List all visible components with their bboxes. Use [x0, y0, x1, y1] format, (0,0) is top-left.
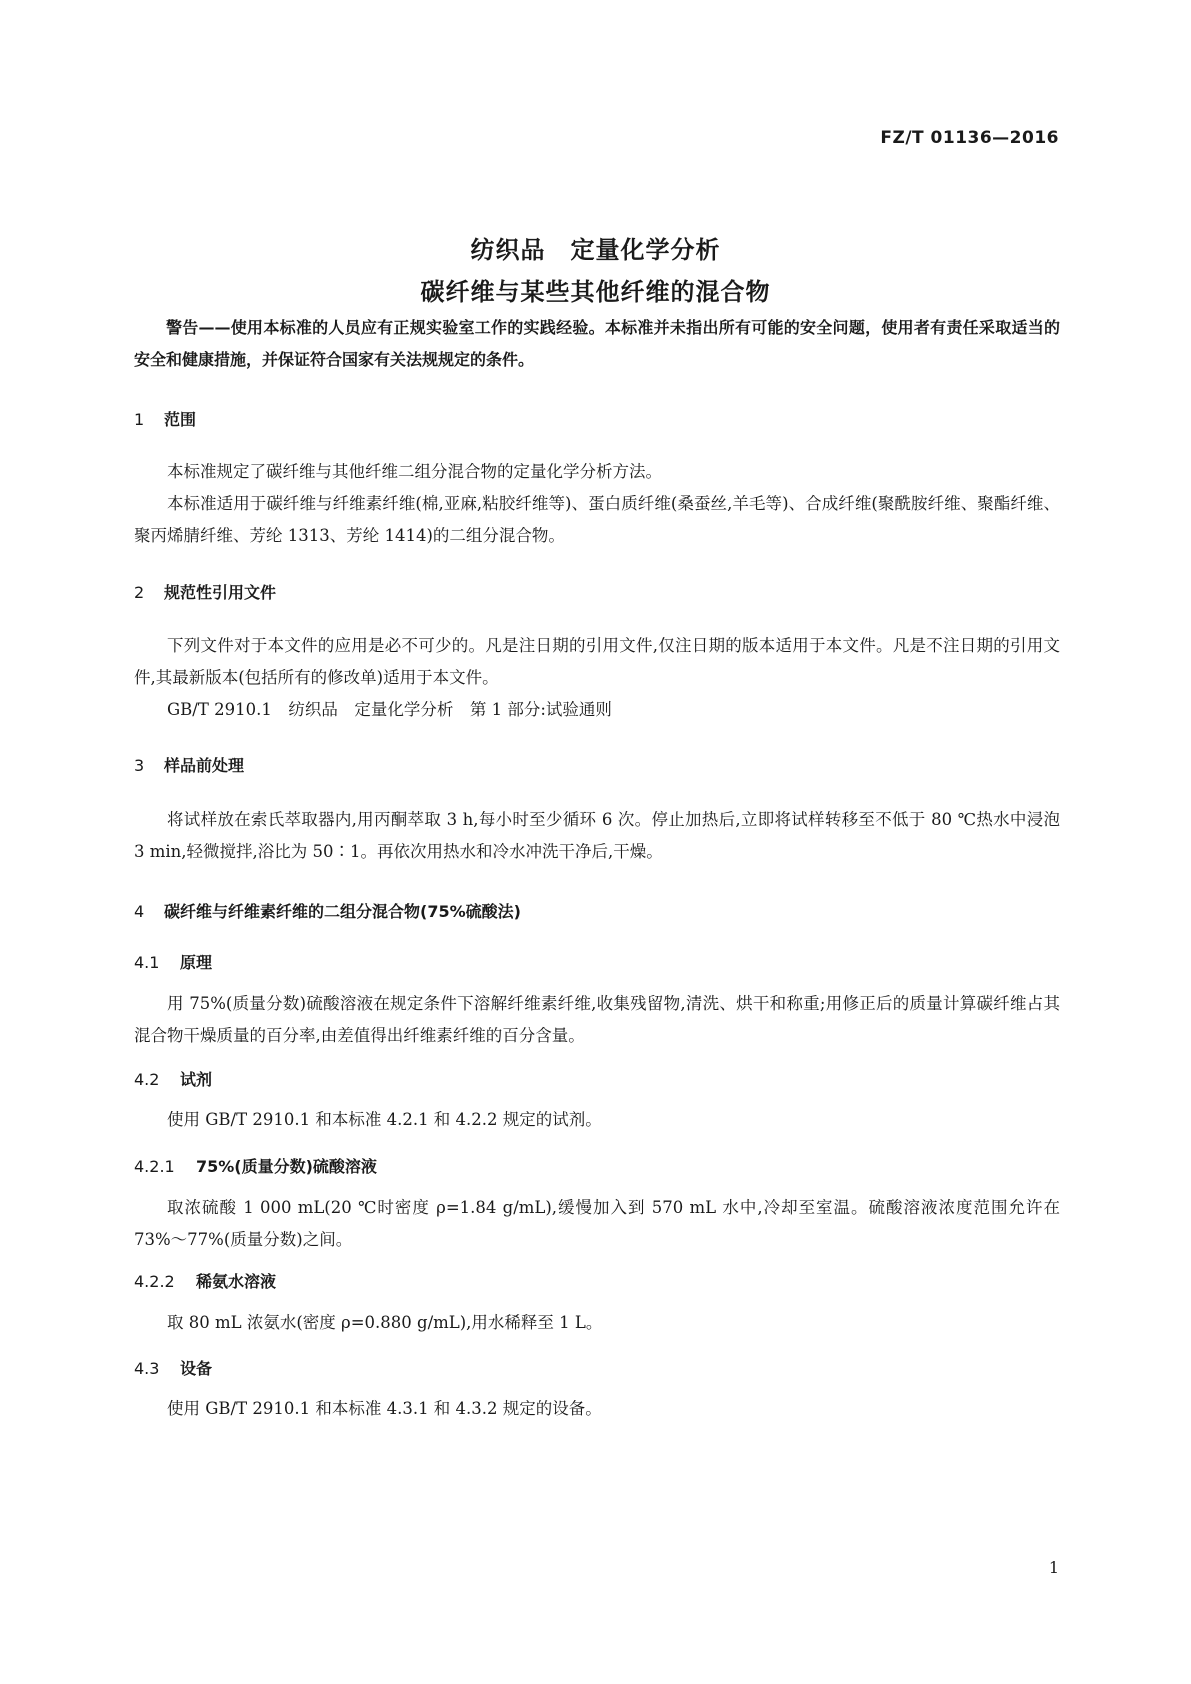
section-1-heading: [134, 407, 1060, 430]
section-4-2-body: [134, 1104, 1060, 1136]
section-title: 设备: [180, 1359, 213, 1378]
section-4-heading: [134, 899, 1060, 922]
section-2-heading: [134, 580, 1060, 603]
standard-code: FZ/T 01136—2016: [880, 128, 1059, 148]
section-number: 3: [134, 756, 145, 775]
page-number: 1: [1048, 1558, 1059, 1577]
section-3-body: [134, 804, 1060, 868]
section-4-2-2-heading: [134, 1269, 1060, 1292]
section-3-heading: [134, 753, 1060, 776]
section-1-body: [134, 456, 1060, 552]
paragraph: 使用 GB/T 2910.1 和本标准 4.2.1 和 4.2.2 规定的试剂。: [167, 1110, 602, 1129]
section-number: 4: [134, 902, 145, 921]
section-title: 稀氨水溶液: [196, 1272, 277, 1291]
paragraph: 取 80 mL 浓氨水(密度 ρ=0.880 g/mL),用水稀释至 1 L。: [167, 1313, 603, 1332]
section-2-body: [134, 630, 1060, 726]
document-title-line-1: 纺织品 定量化学分析: [470, 236, 721, 264]
section-title: 规范性引用文件: [164, 583, 277, 602]
section-title: 样品前处理: [164, 756, 245, 775]
section-4-2-2-body: [134, 1307, 1060, 1339]
section-4-3-heading: [134, 1356, 1060, 1379]
section-4-1-body: [134, 988, 1060, 1052]
section-number: 4.2: [134, 1070, 160, 1089]
section-number: 2: [134, 583, 145, 602]
section-number: 1: [134, 410, 145, 429]
section-title: 碳纤维与纤维素纤维的二组分混合物(75%硫酸法): [164, 902, 521, 921]
document-title-line-2: 碳纤维与某些其他纤维的混合物: [420, 278, 771, 306]
section-4-1-heading: [134, 950, 1060, 973]
reference-entry: GB/T 2910.1 纺织品 定量化学分析 第 1 部分:试验通则: [167, 700, 612, 719]
paragraph: 下列文件对于本文件的应用是必不可少的。凡是注日期的引用文件,仅注日期的版本适用于本文件。凡是不注日期的引用文件,其最新版本(包括所有的修改单)适用于本文件。: [134, 636, 1060, 687]
section-4-3-body: [134, 1393, 1060, 1425]
section-number: 4.3: [134, 1359, 160, 1378]
section-title: 范围: [164, 410, 197, 429]
warning-text: 警告——使用本标准的人员应有正规实验室工作的实践经验。本标准并未指出所有可能的安全问题，使用者有责任采取适当的安全和健康措施，并保证符合国家有关法规规定的条件。: [134, 318, 1060, 369]
paragraph: 本标准规定了碳纤维与其他纤维二组分混合物的定量化学分析方法。: [167, 462, 662, 481]
section-number: 4.2.2: [134, 1272, 175, 1291]
paragraph: 将试样放在索氏萃取器内,用丙酮萃取 3 h,每小时至少循环 6 次。停止加热后,立即将试样转移至不低于 80 ℃热水中浸泡 3 min,轻微搅拌,浴比为 50∶1。再依次用热水和冷水冲洗干净后,干燥。: [134, 810, 1060, 861]
paragraph: 使用 GB/T 2910.1 和本标准 4.3.1 和 4.3.2 规定的设备。: [167, 1399, 602, 1418]
paragraph: 本标准适用于碳纤维与纤维素纤维(棉,亚麻,粘胶纤维等)、蛋白质纤维(桑蚕丝,羊毛等)、合成纤维(聚酰胺纤维、聚酯纤维、聚丙烯腈纤维、芳纶 1313、芳纶 1414)的二组分混合物。: [134, 494, 1060, 545]
section-title: 原理: [180, 953, 213, 972]
section-4-2-heading: [134, 1067, 1060, 1090]
section-4-2-1-body: [134, 1192, 1060, 1256]
paragraph: 取浓硫酸 1 000 mL(20 ℃时密度 ρ=1.84 g/mL),缓慢加入到 570 mL 水中,冷却至室温。硫酸溶液浓度范围允许在 73%～77%(质量分数)之间。: [134, 1198, 1060, 1249]
section-number: 4.2.1: [134, 1157, 175, 1176]
section-number: 4.1: [134, 953, 160, 972]
warning-block: [134, 312, 1060, 376]
section-title: 试剂: [180, 1070, 213, 1089]
section-title: 75%(质量分数)硫酸溶液: [196, 1157, 377, 1176]
paragraph: 用 75%(质量分数)硫酸溶液在规定条件下溶解纤维素纤维,收集残留物,清洗、烘干和称重;用修正后的质量计算碳纤维占其混合物干燥质量的百分率,由差值得出纤维素纤维的百分含量。: [134, 994, 1060, 1045]
section-4-2-1-heading: [134, 1154, 1060, 1177]
